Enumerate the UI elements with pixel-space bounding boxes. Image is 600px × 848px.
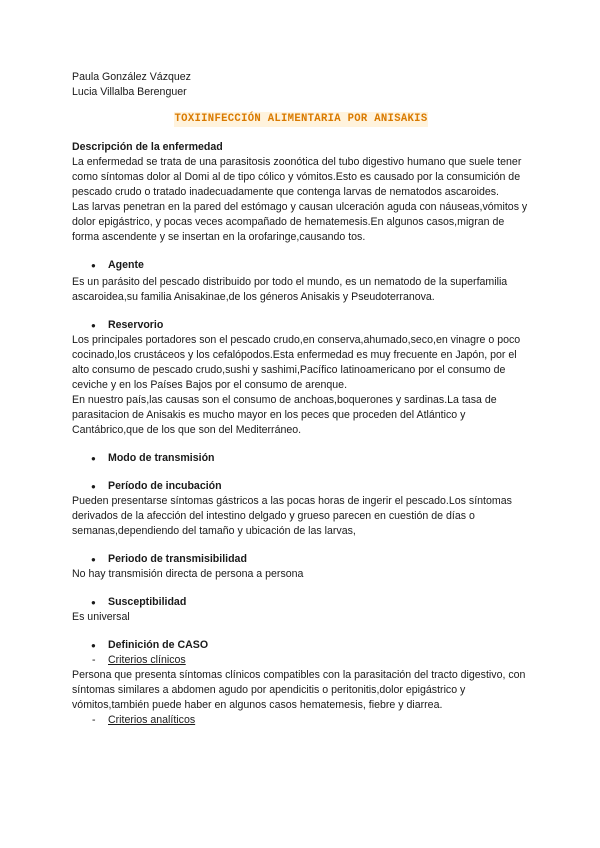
description-paragraph-2: Las larvas penetran en la pared del estómago y causan ulceración aguda con náuseas,vómitos y dolor epigástrico, y pocas veces acompañado de hematemesis.En algunos casos,migran de forma ascendente y se insertan en la orofaringe,causando tos. <box>72 201 528 243</box>
incubacion-text: Pueden presentarse síntomas gástricos a las pocas horas de ingerir el pescado.Los síntomas derivados de la afección del intestino delgado y grueso parecen en cuestión de días o semanas,dependiendo del tamaño y ubicación de las larvas, <box>72 495 512 537</box>
transmisibilidad-text: No hay transmisión directa de persona a persona <box>72 568 304 580</box>
description-paragraph-1: La enfermedad se trata de una parasitosis zoonótica del tubo digestivo humano que suele tener como síntomas dolor al Domi al de tipo cólico y vómitos.Esto es causado por la consumición de pescado crudo o tratado inadecuadamente que contenga larvas de nematodos ascaroides. <box>72 156 522 198</box>
reservorio-paragraph-2: En nuestro país,las causas son el consumo de anchoas,boquerones y sardinas.La tasa de parasitacion de Anisakis es mucho mayor en los peces que proceden del Atlántico y Cantábrico,que de los que son del Mediterráneo. <box>72 394 497 436</box>
susceptibilidad-text: Es universal <box>72 611 130 623</box>
modo-heading: ● Modo de transmisión <box>72 451 530 466</box>
authors <box>72 70 530 100</box>
document-title: TOXIINFECCIÓN ALIMENTARIA POR ANISAKIS <box>174 113 428 125</box>
agente-heading: ● Agente <box>72 258 530 273</box>
transmisibilidad-heading: ● Periodo de transmisibilidad <box>72 552 530 567</box>
description-heading: Descripción de la enfermedad <box>72 141 223 153</box>
caso-heading: ● Definición de CASO <box>72 638 530 653</box>
author-1: Paula González Vázquez <box>72 71 191 83</box>
criterios-clinicos-item <box>72 653 530 668</box>
criterios-clinicos-label: Criterios clínicos <box>108 654 186 666</box>
reservorio-heading: ● Reservorio <box>72 318 530 333</box>
reservorio-paragraph-1: Los principales portadores son el pescado crudo,en conserva,ahumado,seco,en vinagre o poco cocinado,los crustáceos y los cefalópodos.Esta enfermedad es muy frecuente en Japón, por el alto consumo de pescado crudo,sushi y sashimi,Pacífico latinoamericano por el consumo de ceviche y en los Países Bajos por el consumo de arenque. <box>72 334 521 391</box>
susceptibilidad-heading: ● Susceptibilidad <box>72 595 530 610</box>
document-content <box>72 70 530 728</box>
incubacion-heading: ● Período de incubación <box>72 479 530 494</box>
criterios-analiticos-item <box>72 713 530 728</box>
criterios-analiticos-label: Criterios analíticos <box>108 714 196 726</box>
author-2: Lucia Villalba Berenguer <box>72 86 187 98</box>
criterios-clinicos-text: Persona que presenta síntomas clínicos compatibles con la parasitación del tracto digestivo, con síntomas similares a abdomen agudo por apendicitis o peritonitis,dolor epigástrico y vómitos,también puede haber en algunos casos hematemesis, fiebre y diarrea. <box>72 669 526 711</box>
agente-text: Es un parásito del pescado distribuido por todo el mundo, es un nematodo de la superfamilia ascaroidea,su familia Anisakinae,de los géneros Anisakis y Pseudoterranova. <box>72 276 508 303</box>
